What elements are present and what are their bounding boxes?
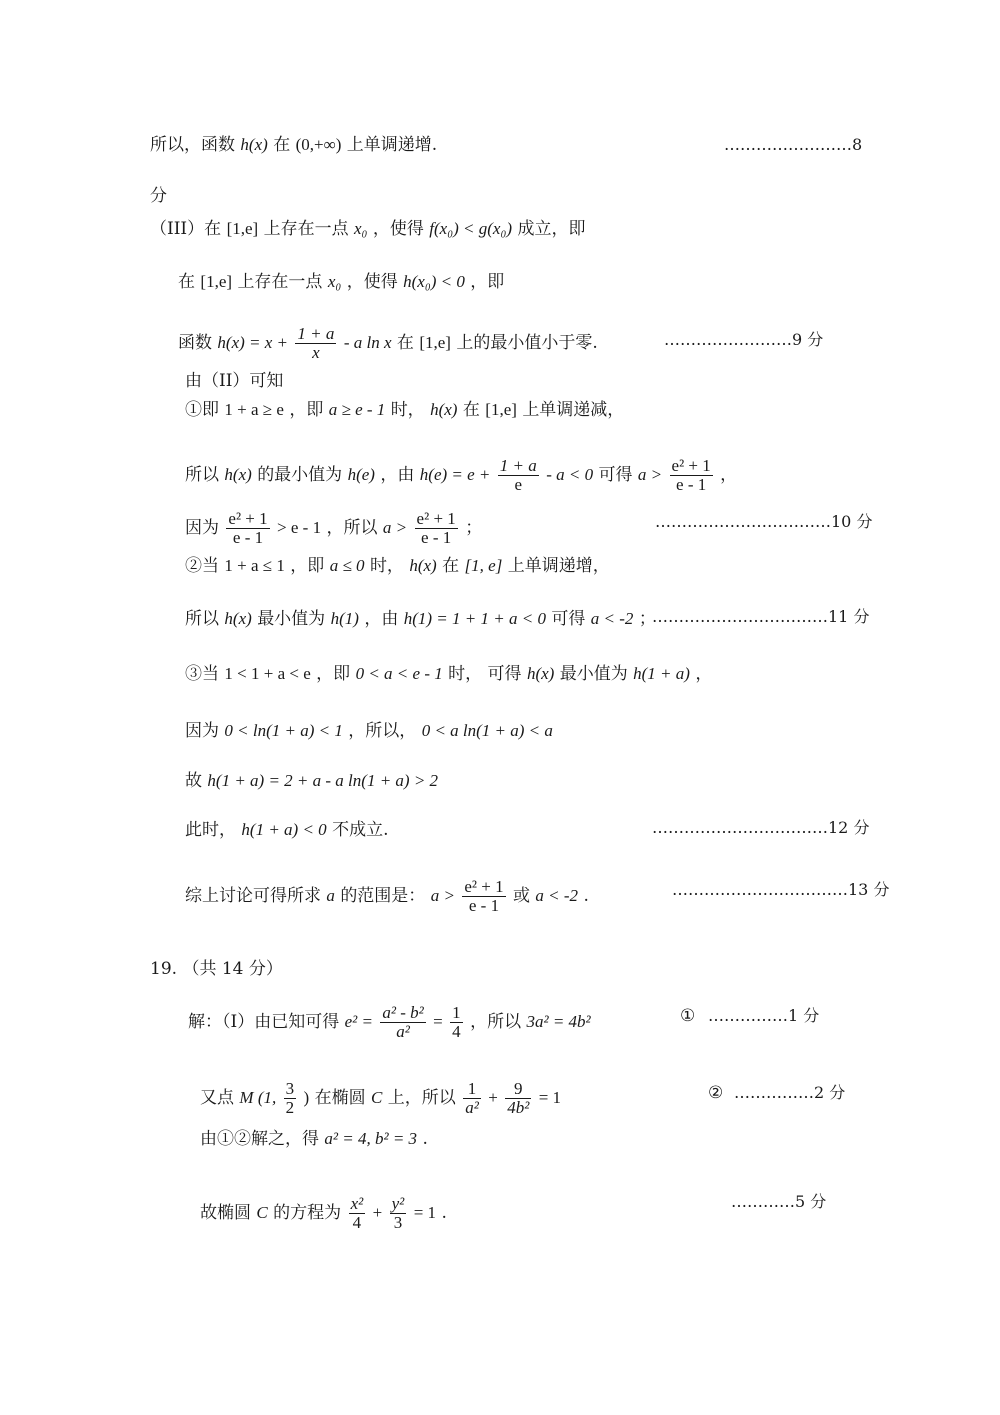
solution-line-2 xyxy=(150,217,585,241)
equation-tag-1: ① xyxy=(680,1006,696,1026)
denominator: e xyxy=(514,475,523,494)
text: 成立，即 xyxy=(517,219,586,239)
math: h(1) xyxy=(330,609,359,628)
denominator: e - 1 xyxy=(676,475,707,494)
math: [1,e] xyxy=(485,400,517,419)
denominator: x xyxy=(312,343,320,362)
numerator: 9 xyxy=(505,1080,531,1099)
solution-line-13 xyxy=(185,769,438,793)
score-marker-12: ……………………………12 分 xyxy=(652,818,870,837)
math: h(x) = x + xyxy=(217,333,289,352)
text: 上的最小值小于零. xyxy=(456,333,598,353)
text: . xyxy=(583,886,589,906)
solution-line-12 xyxy=(185,719,553,743)
math: 1 < 1 + a < e xyxy=(224,664,311,683)
numerator: 1 + a xyxy=(297,324,335,343)
fraction xyxy=(450,1004,463,1041)
math: h(x) xyxy=(526,664,555,683)
numerator: e² + 1 xyxy=(416,509,456,528)
math: h(x) xyxy=(430,400,458,419)
math: e² = xyxy=(344,1012,373,1031)
math: a < -2 xyxy=(590,609,634,628)
math: x₀ xyxy=(354,219,368,238)
solution-line-9 xyxy=(185,554,610,578)
math: > e - 1 xyxy=(277,518,322,537)
text: ，即 xyxy=(289,400,324,420)
math: - a ln x xyxy=(343,333,392,352)
solution-line-15 xyxy=(185,878,589,915)
text: 或 xyxy=(513,886,530,906)
math: a² = 4, b² = 3 xyxy=(324,1129,418,1148)
text: ③当 xyxy=(185,664,219,684)
denominator: e - 1 xyxy=(468,896,500,915)
math: C xyxy=(256,1203,268,1222)
math: 0 < a ln(1 + a) < a xyxy=(421,721,553,740)
text: 上，所以 xyxy=(387,1088,456,1108)
text: 上单调递增. xyxy=(346,135,438,155)
math: = 1 xyxy=(538,1088,562,1107)
text: 的范围是： xyxy=(340,886,426,906)
text: （III）在 xyxy=(150,219,222,239)
score-wrap-line: 分 xyxy=(150,186,167,206)
text: 所以 xyxy=(185,465,219,485)
solution-line-14 xyxy=(185,818,388,842)
numerator: x² xyxy=(350,1194,364,1213)
math: [1,e] xyxy=(419,333,451,352)
solution-line-7 xyxy=(185,457,737,494)
numerator: 1 xyxy=(463,1080,481,1099)
text: ，即 xyxy=(470,272,505,292)
math: 0 < a < e - 1 xyxy=(355,664,443,683)
solution-line-5: 由（II）可知 xyxy=(185,371,284,391)
text: ，即 xyxy=(290,556,325,576)
question-19-heading: 19. （共 14 分） xyxy=(150,959,283,979)
solution-line-1 xyxy=(150,133,437,157)
text: ，即 xyxy=(316,664,351,684)
denominator: 4 xyxy=(452,1022,461,1041)
text: ②当 xyxy=(185,556,219,576)
text: 不成立. xyxy=(332,820,389,840)
text: 因为 xyxy=(185,518,219,538)
solution-line-4 xyxy=(178,325,598,362)
math: h(x) xyxy=(224,609,252,628)
numerator: a² - b² xyxy=(382,1003,424,1022)
fraction xyxy=(415,510,458,547)
text: 上单调递增， xyxy=(507,556,610,576)
math: h(x) xyxy=(224,465,252,484)
text: ， xyxy=(720,465,738,485)
math: (0,+∞) xyxy=(295,135,342,154)
math: ) xyxy=(303,1088,310,1107)
text: 函数 xyxy=(178,333,212,353)
fraction xyxy=(670,457,713,494)
text: ，所以 xyxy=(470,1012,522,1032)
math: 3a² = 4b² xyxy=(526,1012,591,1031)
score-marker-13: ……………………………13 分 xyxy=(672,880,890,899)
math: h(e) xyxy=(347,465,375,484)
score-marker-10: ……………………………10 分 xyxy=(655,512,873,531)
fraction xyxy=(498,457,539,494)
text: ， xyxy=(695,664,713,684)
text: 在 xyxy=(273,135,291,155)
solution-line-11 xyxy=(185,662,712,686)
math: + xyxy=(372,1203,383,1222)
text: 故椭圆 xyxy=(200,1203,251,1223)
text: ，所以， xyxy=(348,721,417,741)
math: M (1, xyxy=(239,1088,277,1107)
math: [1, e] xyxy=(464,556,503,575)
numerator: 1 xyxy=(452,1003,461,1022)
text: ； xyxy=(465,518,483,538)
math: 1 + a ≥ e xyxy=(224,400,284,419)
math: [1,e] xyxy=(200,272,233,291)
math: h(1 + a) xyxy=(633,664,690,683)
text: 又点 xyxy=(200,1088,234,1108)
math: a xyxy=(326,886,335,905)
text: 在 xyxy=(442,556,460,576)
solution-line-18 xyxy=(200,1127,428,1151)
math: C xyxy=(371,1088,383,1107)
text: 所以 xyxy=(185,609,219,629)
math: h(1 + a) < 0 xyxy=(241,820,327,839)
text: 所以，函数 xyxy=(150,135,235,155)
denominator: 2 xyxy=(285,1098,295,1117)
fraction xyxy=(380,1004,425,1041)
math: a ≤ 0 xyxy=(329,556,365,575)
math: h(e) = e + xyxy=(419,465,491,484)
math: [1,e] xyxy=(226,219,259,238)
text: 最小值为 xyxy=(257,609,326,629)
fraction xyxy=(505,1080,531,1117)
denominator: 4 xyxy=(352,1213,362,1232)
math: h(x₀) < 0 xyxy=(403,272,465,291)
text: 时， 可得 xyxy=(448,664,522,684)
solution-line-8 xyxy=(185,510,482,547)
text: 在 xyxy=(178,272,195,292)
fraction xyxy=(390,1195,407,1232)
score-marker-5: …………5 分 xyxy=(731,1192,827,1211)
text: 可得 xyxy=(551,609,586,629)
text: 在 xyxy=(462,400,480,420)
solution-line-17 xyxy=(200,1080,561,1117)
text: ； xyxy=(638,609,656,629)
text: 的方程为 xyxy=(273,1203,342,1223)
math: h(1) = 1 + 1 + a < 0 xyxy=(403,609,546,628)
score-marker-9: ……………………9 分 xyxy=(664,330,824,349)
math: f(x₀) < g(x₀) xyxy=(429,219,513,238)
denominator: a² xyxy=(465,1098,479,1117)
math: + xyxy=(488,1088,498,1107)
score-marker-11: ……………………………11 分 xyxy=(652,607,870,626)
text: 解：（I）由已知可得 xyxy=(188,1012,340,1032)
text: 在 xyxy=(396,333,414,353)
fraction xyxy=(349,1195,366,1232)
math: a > xyxy=(382,518,408,537)
text: 上存在一点 xyxy=(263,219,349,239)
score-marker-2: ……………2 分 xyxy=(734,1083,846,1102)
math: h(x) xyxy=(240,135,268,154)
text: ，所以 xyxy=(326,518,378,538)
text: ，使得 xyxy=(372,219,424,239)
text: 上单调递减， xyxy=(522,400,625,420)
text: 在椭圆 xyxy=(314,1088,366,1108)
text: . xyxy=(422,1129,428,1149)
solution-line-3 xyxy=(178,270,504,294)
math: a ≥ e - 1 xyxy=(328,400,386,419)
math: a > xyxy=(637,465,663,484)
math: a > xyxy=(430,886,455,905)
math: 1 + a ≤ 1 xyxy=(224,556,285,575)
numerator: e² + 1 xyxy=(464,877,504,896)
text: 故 xyxy=(185,771,202,791)
text: . xyxy=(441,1203,447,1223)
fraction xyxy=(463,1080,481,1117)
denominator: e - 1 xyxy=(421,528,452,547)
math: = xyxy=(433,1012,443,1031)
solution-line-10 xyxy=(185,607,656,631)
math: h(1 + a) = 2 + a - a ln(1 + a) > 2 xyxy=(207,771,439,790)
score-marker-8: ……………………8 xyxy=(724,135,863,154)
text: 时， xyxy=(369,556,404,576)
denominator: 3 xyxy=(393,1213,403,1232)
text: 的最小值为 xyxy=(257,465,343,485)
text: 时， xyxy=(390,400,425,420)
denominator: 4b² xyxy=(507,1098,530,1117)
equation-tag-2: ② xyxy=(708,1083,724,1103)
math: x₀ xyxy=(327,272,342,291)
text: ，由 xyxy=(380,465,415,485)
text: 最小值为 xyxy=(559,664,628,684)
solution-line-6 xyxy=(185,398,624,422)
math: a < -2 xyxy=(535,886,579,905)
numerator: 3 xyxy=(285,1079,295,1098)
numerator: 1 + a xyxy=(499,456,537,475)
text: 因为 xyxy=(185,721,219,741)
math: h(x) xyxy=(409,556,437,575)
text: ①即 xyxy=(185,400,219,420)
text: 上存在一点 xyxy=(237,272,323,292)
denominator: e - 1 xyxy=(232,528,264,547)
text: ，使得 xyxy=(346,272,398,292)
solution-line-19 xyxy=(200,1195,447,1232)
text: 综上讨论可得所求 xyxy=(185,886,321,906)
fraction xyxy=(284,1080,297,1117)
text: 由①②解之，得 xyxy=(200,1129,319,1149)
text: 可得 xyxy=(598,465,633,485)
score-marker-1: ……………1 分 xyxy=(708,1006,820,1025)
fraction xyxy=(462,878,505,915)
numerator: e² + 1 xyxy=(671,456,711,475)
math: - a < 0 xyxy=(546,465,594,484)
fraction xyxy=(295,325,336,362)
solution-line-16 xyxy=(188,1004,591,1041)
fraction xyxy=(226,510,269,547)
text: ，由 xyxy=(364,609,399,629)
numerator: y² xyxy=(391,1194,405,1213)
text: 此时， xyxy=(185,820,236,840)
math: 0 < ln(1 + a) < 1 xyxy=(224,721,343,740)
numerator: e² + 1 xyxy=(228,509,268,528)
denominator: a² xyxy=(396,1022,410,1041)
math: = 1 xyxy=(413,1203,437,1222)
